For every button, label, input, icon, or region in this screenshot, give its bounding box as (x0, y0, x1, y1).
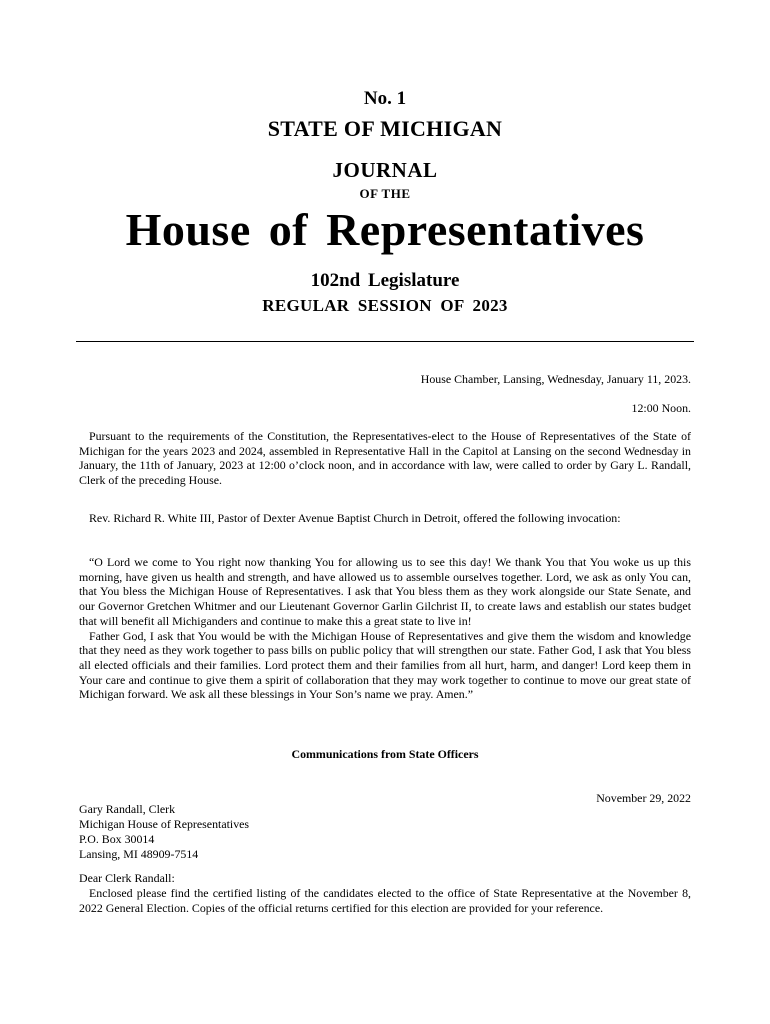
address-line-3: P.O. Box 30014 (79, 832, 155, 846)
address-line-2: Michigan House of Representatives (79, 817, 250, 831)
legislature-title: 102nd Legislature (310, 270, 460, 291)
state-title: STATE OF MICHIGAN (267, 116, 503, 141)
prayer-paragraph-2: Father God, I ask that You would be with the Michigan House of Representatives and give them the wisdom and knowledge that they need as they work together to pass bills on public policy that will strengthen our state. Father God, I ask that You bless all elected officials and their families. Lord protect them and their families from all hurt, harm, and danger! Lord keep them in Your care and continue to give them a spirit of collaboration that they may work together to continue to move our great state of Michigan forward. We ask all these blessings in Your Son’s name we pray. Amen.” (79, 628, 691, 702)
letter-salutation: Dear Clerk Randall: (79, 871, 175, 885)
dateline-time: 12:00 Noon. (631, 401, 691, 415)
section-heading: Communications from State Officers (291, 747, 479, 761)
letter-body-paragraph (79, 886, 691, 915)
invocation-intro-text: Rev. Richard R. White III, Pastor of Dexter Avenue Baptist Church in Detroit, offered the following invocation: (89, 511, 621, 525)
address-line-1: Gary Randall, Clerk (79, 802, 176, 816)
header-divider (76, 341, 694, 342)
opening-text: Pursuant to the requirements of the Constitution, the Representatives-elect to the House of Representatives of the State of Michigan for the years 2023 and 2024, assembled in Representative Hall in the Capitol at Lansing on the second Wednesday in January, the 11th of January, 2023 at 12:00 o’clock noon, and in accordance with law, were called to order by Gary L. Randall, Clerk of the preceding House. (79, 429, 691, 488)
journal-number: No. 1 (363, 88, 407, 109)
of-the-label: OF THE (359, 186, 411, 201)
dateline-location: House Chamber, Lansing, Wednesday, January 11, 2023. (420, 372, 691, 386)
letter-body-text: Enclosed please find the certified listing of the candidates elected to the office of State Representative at the November 8, 2022 General Election. Copies of the official returns certified for this election are provided for your reference. (79, 886, 691, 915)
address-line-4: Lansing, MI 48909-7514 (79, 847, 199, 861)
opening-paragraph (79, 429, 691, 488)
session-title: REGULAR SESSION OF 2023 (262, 296, 508, 315)
invocation-intro-paragraph (79, 511, 691, 526)
journal-title: JOURNAL (332, 158, 438, 182)
prayer-block (79, 555, 691, 702)
letter-date: November 29, 2022 (596, 791, 691, 805)
house-title: House of Representatives (125, 204, 645, 255)
prayer-paragraph-1: “O Lord we come to You right now thanking You for allowing us to see this day! We thank You that You woke us up this morning, have given us health and strength, and have allowed us to assemble ourselves together. Lord, we ask as only You can, that You bless the Michigan House of Representatives. I ask that You bless them as they work alongside our State Senate, and our Governor Gretchen Whitmer and our Lieutenant Governor Garlin Gilchrist II, to create laws and establish our states budget that will benefit all Michiganders and continue to make this a great state to live in! (79, 555, 691, 628)
